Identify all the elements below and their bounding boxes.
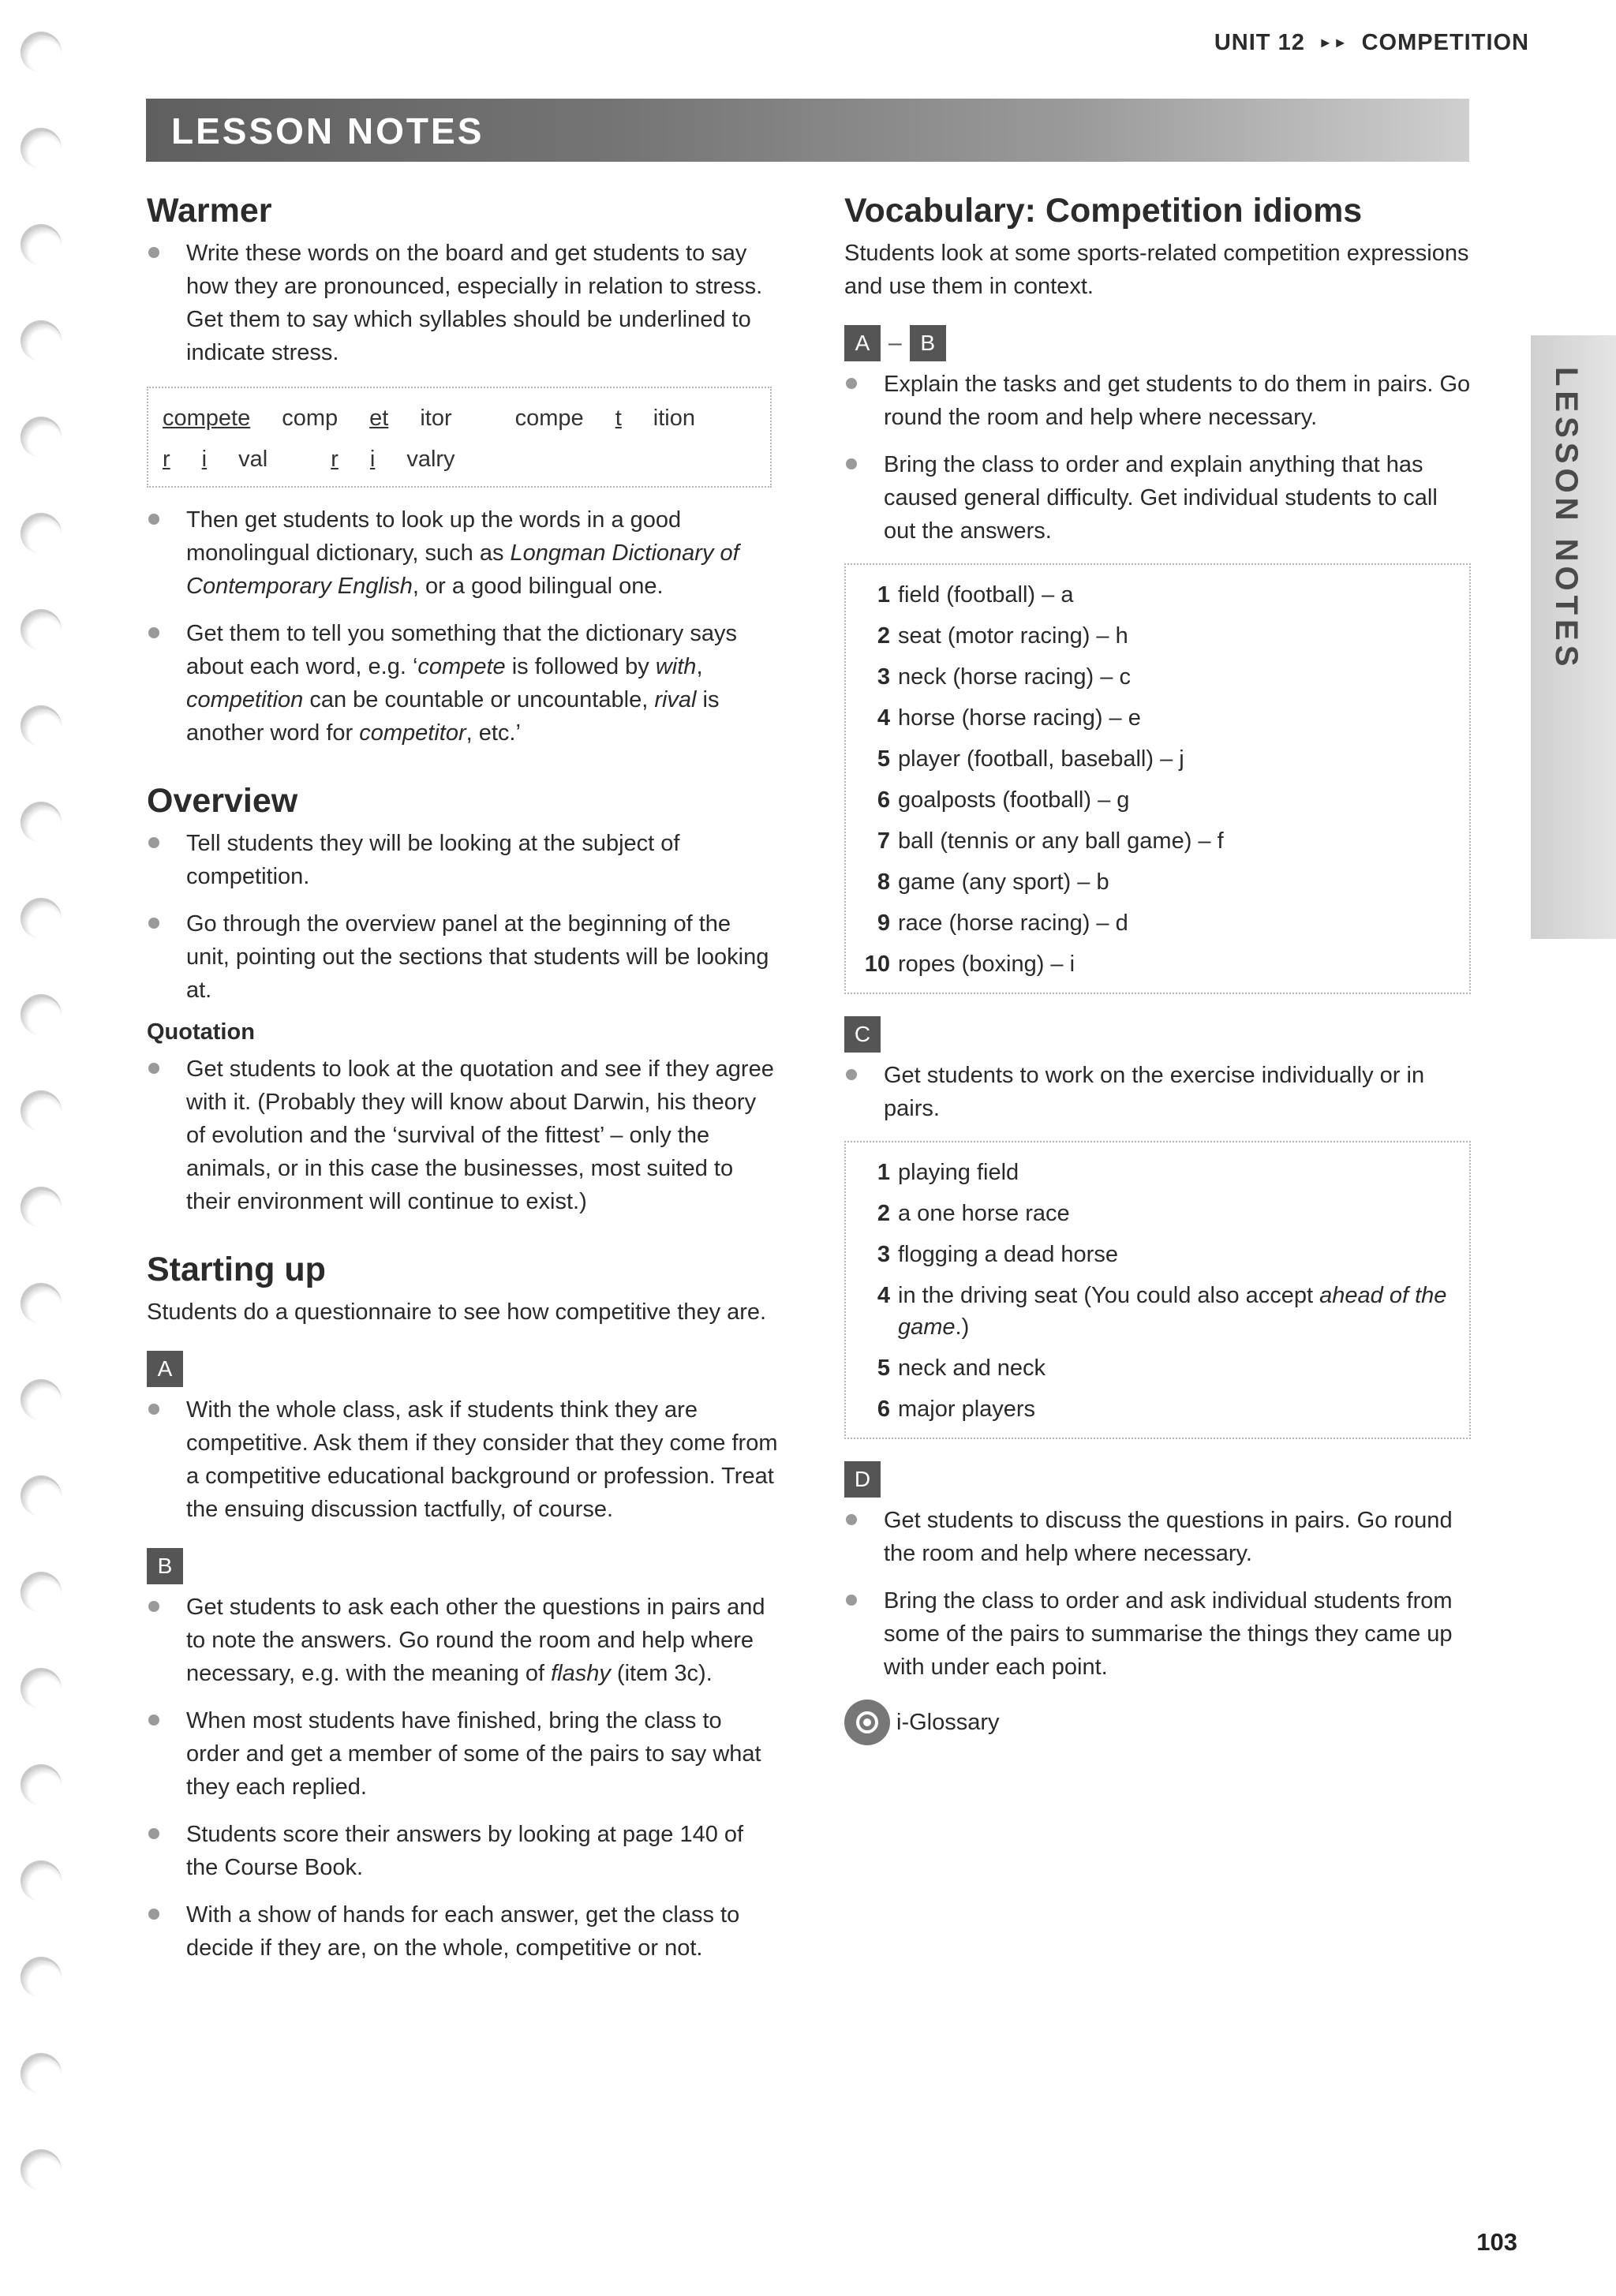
starting-up-heading: Starting up — [147, 1251, 326, 1288]
binding-hole — [21, 1957, 62, 1998]
exercise-ab-marker — [844, 323, 1476, 363]
vocabulary-bullet: Bring the class to order and explain anything that has caused general difficulty. Get individual students to call out the answers. — [844, 448, 1476, 548]
answer-row: 4 in the driving seat (You could also accept ahead of the game.) — [877, 1283, 1447, 1340]
answer-row: 5 player (football, baseball) – j — [877, 746, 1184, 772]
exercise-badge-a: A — [844, 325, 881, 361]
side-tab — [1531, 335, 1616, 939]
binding-hole — [21, 2149, 62, 2190]
exercise-badge-b: B — [147, 1548, 183, 1584]
starting-up-bullet: With the whole class, ask if students think they are competitive. Ask them if they consider that they come from a competitive educational background or profession. Treat the ensuing discussion tactfully, of course. — [147, 1393, 778, 1526]
quotation-bullet: Get students to look at the quotation and see if they agree with it. (Probably they will know about Darwin, his theory of evolution and the ‘survival of the fittest’ – only the animals, or in this case the businesses, most suited to their environment will continue to exist.) — [147, 1053, 778, 1218]
answer-row: 7 ball (tennis or any ball game) – f — [877, 828, 1224, 854]
answer-row: 2 seat (motor racing) – h — [877, 623, 1128, 649]
answer-row: 4 horse (horse racing) – e — [877, 705, 1141, 731]
binding-hole — [21, 1187, 62, 1228]
answer-row: 6 major players — [877, 1397, 1036, 1422]
exercise-badge-b: B — [910, 325, 946, 361]
overview-heading: Overview — [147, 782, 298, 820]
answer-row: 6 goalposts (football) – g — [877, 787, 1130, 813]
binding-hole — [21, 802, 62, 843]
cd-rom-icon — [844, 1700, 890, 1745]
i-glossary-label: i-Glossary — [896, 1710, 1000, 1735]
binding-hole — [21, 1764, 62, 1805]
binding-hole — [21, 513, 62, 554]
warmer-heading: Warmer — [147, 192, 272, 230]
answer-row: 1 playing field — [877, 1160, 1019, 1185]
badge-dash: – — [888, 330, 902, 356]
running-head — [1214, 30, 1529, 56]
starting-up-intro: Students do a questionnaire to see how competitive they are. — [147, 1299, 767, 1325]
exercise-b-marker — [147, 1546, 778, 1586]
quotation-heading: Quotation — [147, 1019, 255, 1045]
exercise-d-marker — [844, 1460, 1476, 1499]
i-glossary-link[interactable] — [844, 1700, 1476, 1745]
vocabulary-heading: Vocabulary: Competition idioms — [844, 192, 1363, 230]
word-box — [147, 387, 772, 488]
double-arrow-icon: ►► — [1318, 35, 1349, 50]
binding-hole — [21, 994, 62, 1035]
exercise-a-marker — [147, 1349, 778, 1389]
unit-label: UNIT 12 — [1214, 30, 1305, 55]
warmer-bullet: Get them to tell you something that the dictionary says about each word, e.g. ‘compete is followed by with, competition can be countable or uncountable, rival is another word for competitor, etc.’ — [147, 617, 778, 750]
starting-up-bullet: With a show of hands for each answer, get the class to decide if they are, on the whole, competitive or not. — [147, 1898, 778, 1965]
word-compete: compete — [163, 406, 251, 431]
answer-row: 10 ropes (boxing) – i — [864, 952, 1075, 977]
vocabulary-section — [844, 189, 1476, 1745]
left-column — [147, 189, 778, 1965]
side-tab-label: LESSON NOTES — [1549, 367, 1584, 671]
warmer-bullet: Write these words on the board and get students to say how they are pronounced, especially in relation to stress. Get them to say which syllables should be underlined to indicate stress. — [147, 237, 778, 369]
starting-up-bullet: Students score their answers by looking at page 140 of the Course Book. — [147, 1818, 778, 1884]
word-rivalry: r i valry — [331, 447, 455, 472]
binding-hole — [21, 2053, 62, 2094]
exercise-c-marker — [844, 1015, 1476, 1054]
starting-up-section — [147, 1248, 778, 1965]
binding-hole — [21, 1475, 62, 1516]
banner-title: LESSON NOTES — [171, 110, 484, 151]
word-competition: compe t ition — [514, 406, 695, 431]
word-competitor: comp et itor — [282, 406, 452, 431]
binding-hole — [21, 32, 62, 73]
binding-hole — [21, 1668, 62, 1709]
exercise-badge-c: C — [844, 1016, 881, 1053]
binding-hole — [21, 417, 62, 458]
exercise-badge-d: D — [844, 1461, 881, 1498]
binding-hole — [21, 224, 62, 265]
starting-up-bullet: Get students to ask each other the questions in pairs and to note the answers. Go round the room and help where necessary, e.g. with the meaning of flashy (item 3c). — [147, 1591, 778, 1690]
answer-row: 2 a one horse race — [877, 1201, 1070, 1226]
answer-row: 3 neck (horse racing) – c — [877, 664, 1131, 690]
answer-row: 1 field (football) – a — [877, 582, 1074, 608]
warmer-section — [147, 189, 778, 750]
starting-up-bullet: When most students have finished, bring the class to order and get a member of some of the pairs to say what they each replied. — [147, 1704, 778, 1804]
binding-hole — [21, 128, 62, 169]
overview-section — [147, 780, 778, 1007]
vocabulary-bullet: Get students to work on the exercise individually or in pairs. — [844, 1059, 1476, 1125]
spiral-binding — [13, 32, 60, 2241]
quotation-section — [147, 1016, 778, 1218]
lesson-notes-banner — [146, 99, 1469, 162]
warmer-bullet: Then get students to look up the words in a good monolingual dictionary, such as Longman Dictionary of Contemporary English, or a good bilingual one. — [147, 503, 778, 603]
binding-hole — [21, 898, 62, 939]
page-number: 103 — [1476, 2228, 1517, 2256]
answer-row: 8 game (any sport) – b — [877, 869, 1109, 895]
binding-hole — [21, 1572, 62, 1613]
overview-bullet: Tell students they will be looking at the subject of competition. — [147, 827, 778, 893]
vocabulary-intro: Students look at some sports-related competition expressions and use them in context. — [844, 241, 1469, 299]
binding-hole — [21, 1860, 62, 1901]
answer-row: 9 race (horse racing) – d — [877, 911, 1128, 936]
vocabulary-bullet: Explain the tasks and get students to do them in pairs. Go round the room and help where necessary. — [844, 368, 1476, 434]
binding-hole — [21, 1379, 62, 1420]
right-column — [844, 189, 1476, 1745]
vocabulary-bullet: Bring the class to order and ask individual students from some of the pairs to summarise the things they came up with under each point. — [844, 1584, 1476, 1684]
word-rival: r i val — [163, 447, 268, 472]
binding-hole — [21, 1283, 62, 1324]
answer-box-ab — [844, 563, 1471, 994]
binding-hole — [21, 705, 62, 746]
answer-row: 3 flogging a dead horse — [877, 1242, 1118, 1267]
binding-hole — [21, 609, 62, 650]
exercise-badge-a: A — [147, 1351, 183, 1387]
unit-title: COMPETITION — [1361, 30, 1529, 55]
answer-box-c — [844, 1141, 1471, 1439]
answer-row: 5 neck and neck — [877, 1356, 1046, 1381]
binding-hole — [21, 1090, 62, 1131]
binding-hole — [21, 320, 62, 361]
overview-bullet: Go through the overview panel at the beginning of the unit, pointing out the sections that students will be looking at. — [147, 907, 778, 1007]
vocabulary-bullet: Get students to discuss the questions in pairs. Go round the room and help where necessary. — [844, 1504, 1476, 1570]
